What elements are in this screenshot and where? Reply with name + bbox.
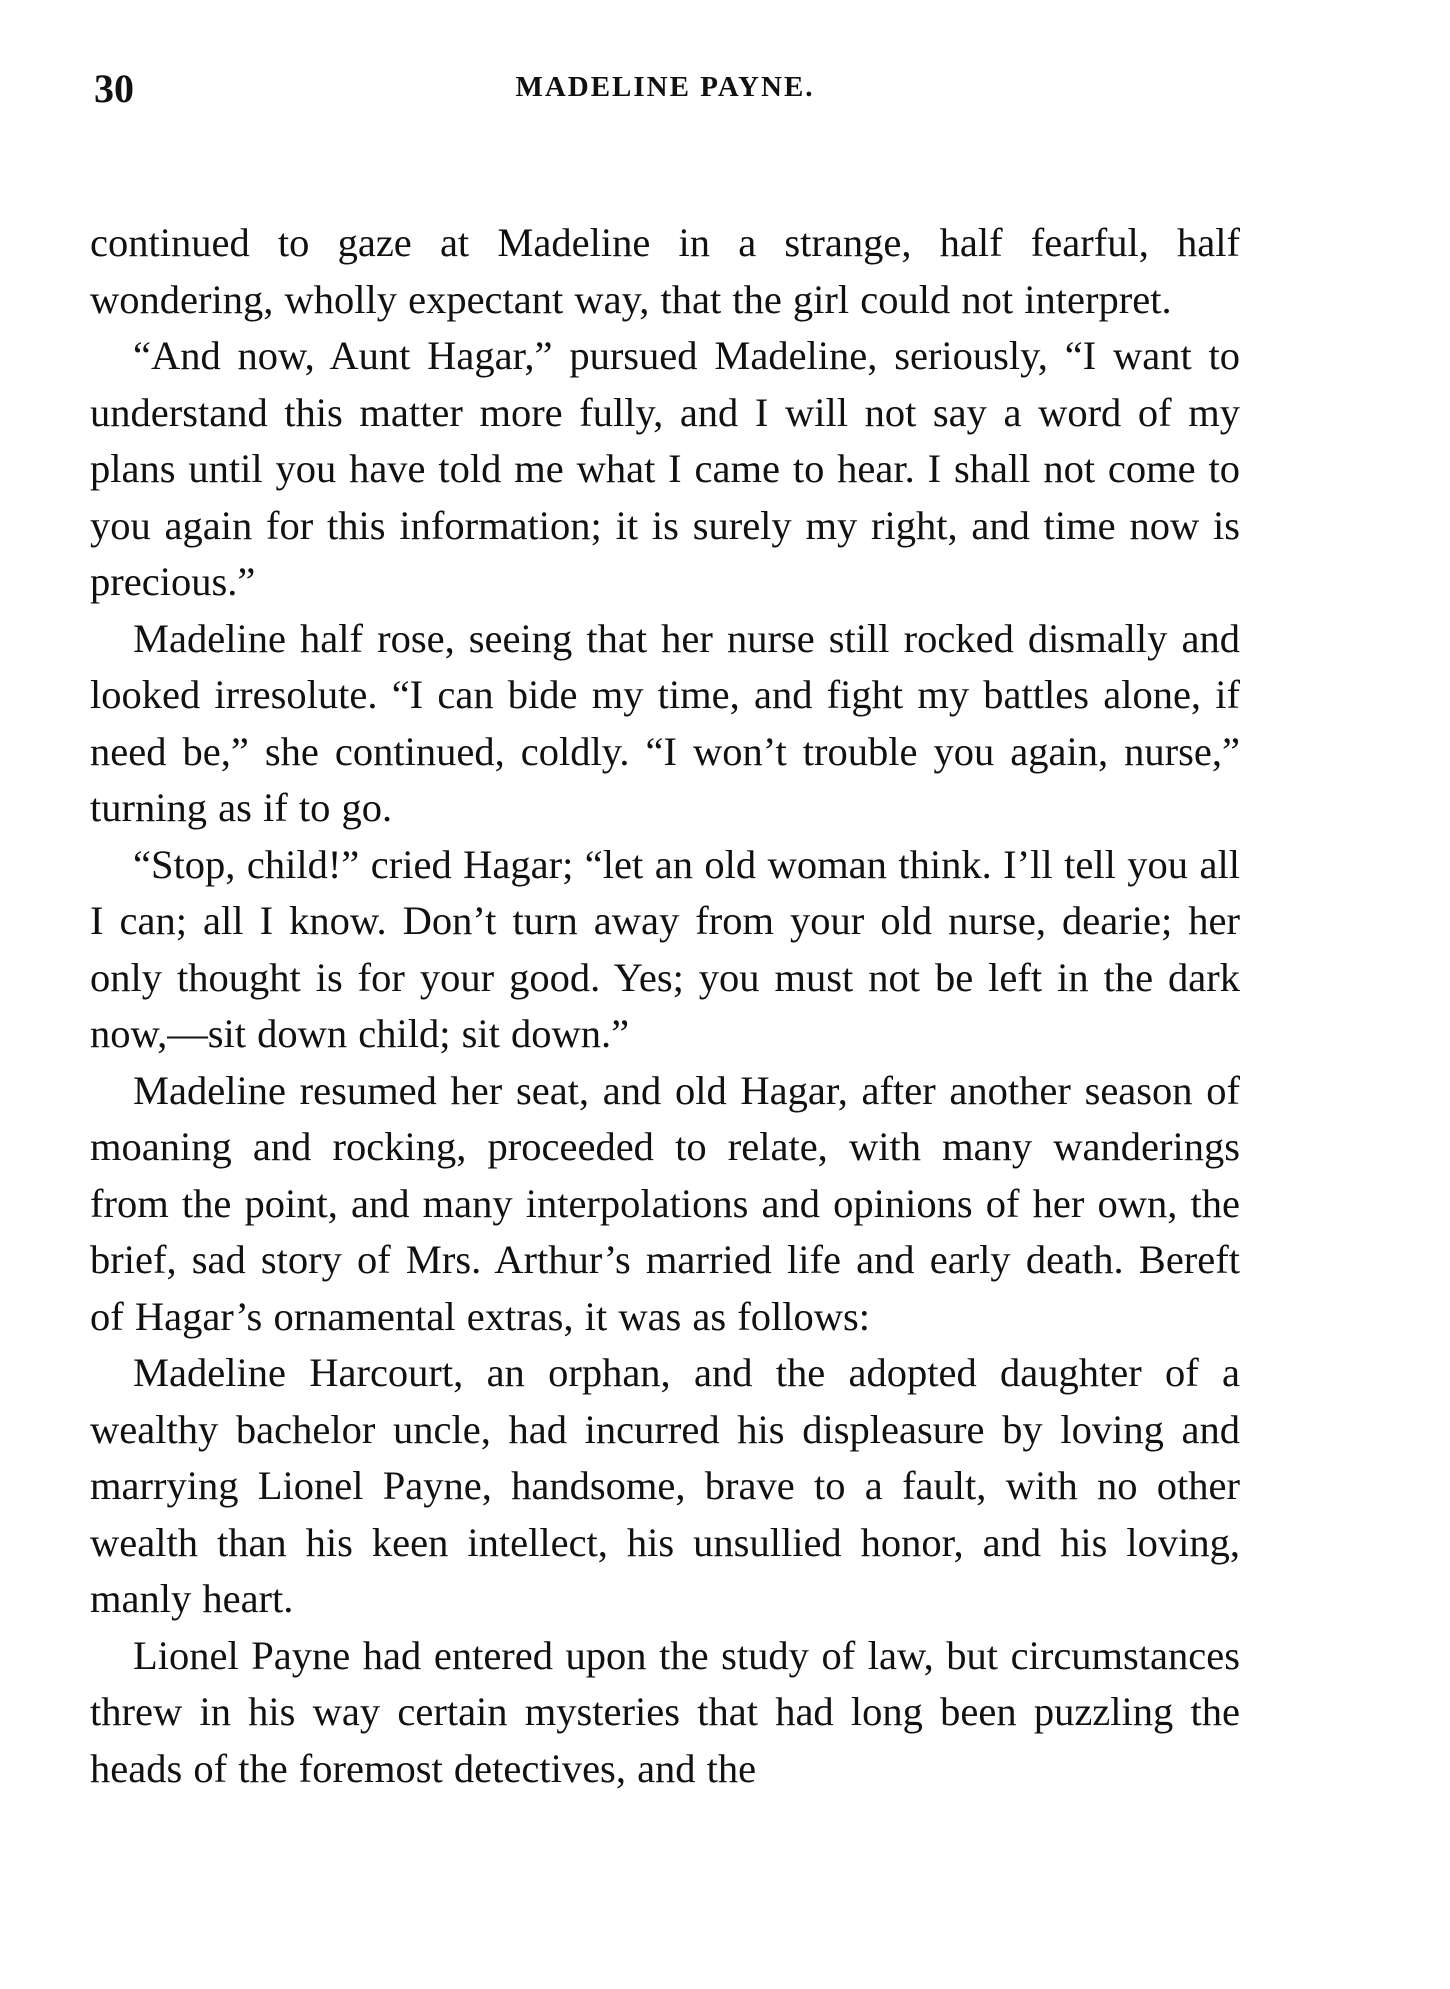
paragraph-continuation: continued to gaze at Madeline in a strange, half fearful, half wondering, wholly expectant way, that the girl could not interpret. [90,220,1240,322]
paragraph: “Stop, child!” cried Hagar; “let an old woman think. I’ll tell you all I can; all I know. Don’t turn away from your old nurse, dearie; her only thought is for your good. Yes; you must not be left in the dark now,—sit down child; sit down.” [90,841,1240,1056]
paragraph: Madeline Harcourt, an orphan, and the adopted daughter of a wealthy bachelor uncle, had incurred his displeasure by loving and marrying Lionel Payne, handsome, brave to a fault, with no other wealth than his keen intellect, his unsullied honor, and his loving, manly heart. [90,1350,1240,1621]
page-number: 30 [94,66,134,111]
paragraph: Lionel Payne had entered upon the study of law, but circumstances threw in his way certain mysteries that had long been puzzling the heads of the foremost detectives, and the [90,1632,1240,1791]
body-text [90,215,1240,1797]
book-page [90,55,1240,1797]
paragraph: Madeline resumed her seat, and old Hagar, after another season of moaning and rocking, proceeded to relate, with many wanderings from the point, and many interpolations and opinions of her own, the brief, sad story of Mrs. Arthur’s married life and early death. Bereft of Hagar’s ornamental extras, it was as follows: [90,1067,1240,1339]
paragraph: “And now, Aunt Hagar,” pursued Madeline, seriously, “I want to understand this matter more fully, and I will not say a word of my plans until you have told me what I came to hear. I shall not come to you again for this information; it is surely my right, and time now is precious.” [90,333,1240,604]
running-head [90,55,1240,115]
running-title: MADELINE PAYNE. [515,71,815,103]
paragraph: Madeline half rose, seeing that her nurse still rocked dismally and looked irresolute. “I can bide my time, and fight my battles alone, if need be,” she continued, coldly. “I won’t trouble you again, nurse,” turning as if to go. [90,615,1240,830]
